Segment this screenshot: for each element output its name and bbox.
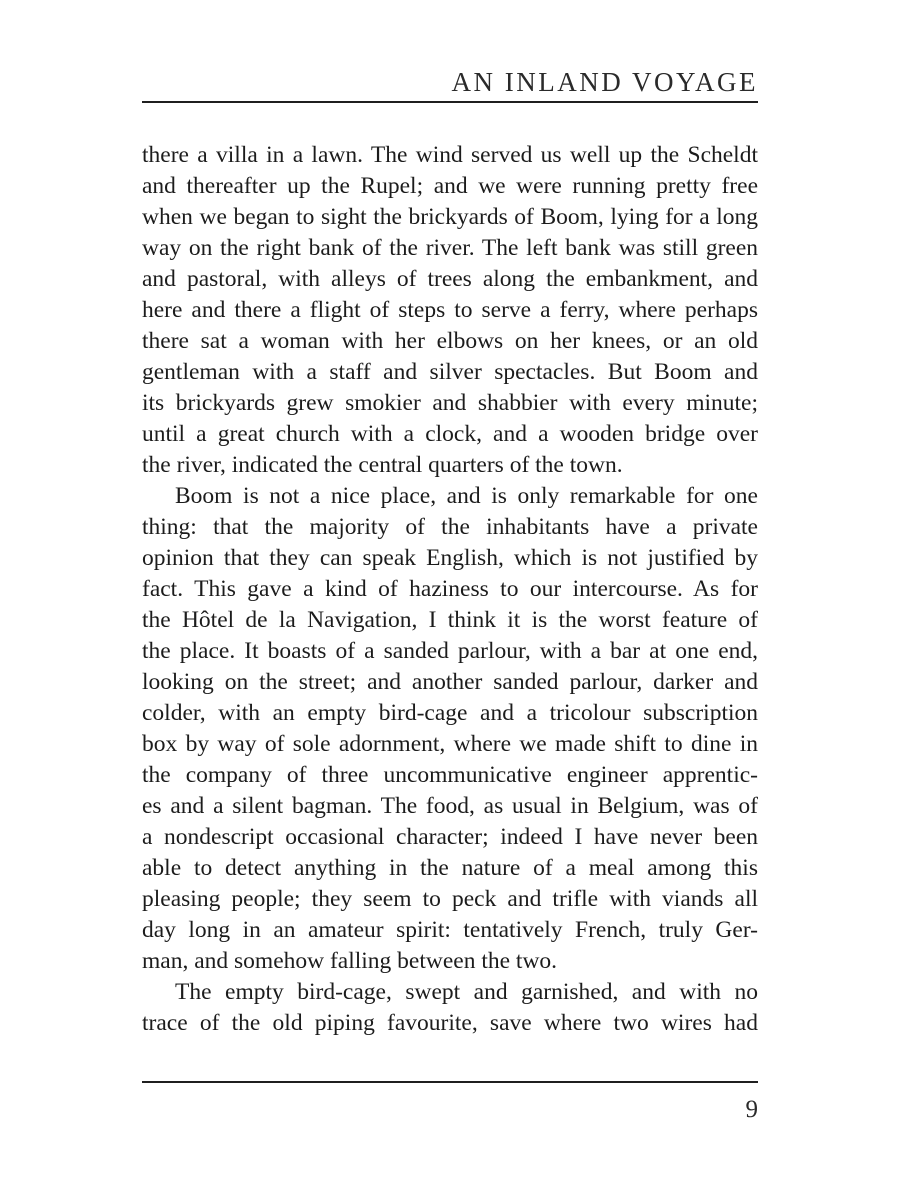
text-line: fact. This gave a kind of haziness to our intercourse. As for: [142, 576, 758, 602]
text-line: box by way of sole adornment, where we made shift to dine in: [142, 731, 758, 757]
text-line: the place. It boasts of a sanded parlour, with a bar at one end,: [142, 638, 758, 664]
text-line: and pastoral, with alleys of trees along the embankment, and: [142, 266, 758, 292]
text-line: es and a silent bagman. The food, as usual in Belgium, was of: [142, 793, 758, 819]
text-line: there a villa in a lawn. The wind served us well up the Scheldt: [142, 142, 758, 168]
text-line: the company of three uncommunicative engineer apprentic-: [142, 762, 758, 788]
paragraph-3: [142, 977, 758, 1039]
text-line: way on the right bank of the river. The left bank was still green: [142, 235, 758, 261]
text-line: trace of the old piping favourite, save where two wires had: [142, 1010, 758, 1036]
page-number: 9: [745, 1096, 758, 1123]
text-line: until a great church with a clock, and a wooden bridge over: [142, 421, 758, 447]
text-line: looking on the street; and another sanded parlour, darker and: [142, 669, 758, 695]
text-line: when we began to sight the brickyards of Boom, lying for a long: [142, 204, 758, 230]
header-rule: [142, 101, 758, 103]
paragraph-2: [142, 481, 758, 977]
text-line: Boom is not a nice place, and is only remarkable for one: [175, 483, 758, 509]
text-line: its brickyards grew smokier and shabbier with every minute;: [142, 390, 758, 416]
text-line: here and there a flight of steps to serve a ferry, where perhaps: [142, 297, 758, 323]
paragraph-1: [142, 140, 758, 481]
text-line: pleasing people; they seem to peck and trifle with viands all: [142, 886, 758, 912]
text-line: the Hôtel de la Navigation, I think it is the worst feature of: [142, 607, 758, 633]
text-line: opinion that they can speak English, which is not justified by: [142, 545, 758, 571]
text-line: able to detect anything in the nature of a meal among this: [142, 855, 758, 881]
text-line: day long in an amateur spirit: tentatively French, truly Ger-: [142, 917, 758, 943]
text-line: thing: that the majority of the inhabitants have a private: [142, 514, 758, 540]
running-title: AN INLAND VOYAGE: [451, 67, 758, 97]
text-line: and thereafter up the Rupel; and we were running pretty free: [142, 173, 758, 199]
text-line: man, and somehow falling between the two.: [142, 948, 558, 974]
footer-rule: [142, 1081, 758, 1083]
text-line: a nondescript occasional character; indeed I have never been: [142, 824, 758, 850]
text-line: the river, indicated the central quarters of the town.: [142, 452, 623, 478]
text-line: The empty bird-cage, swept and garnished, and with no: [175, 979, 758, 1005]
body-text: [142, 140, 758, 1039]
text-line: there sat a woman with her elbows on her knees, or an old: [142, 328, 758, 354]
text-line: colder, with an empty bird-cage and a tricolour subscription: [142, 700, 758, 726]
text-line: gentleman with a staff and silver spectacles. But Boom and: [142, 359, 758, 385]
